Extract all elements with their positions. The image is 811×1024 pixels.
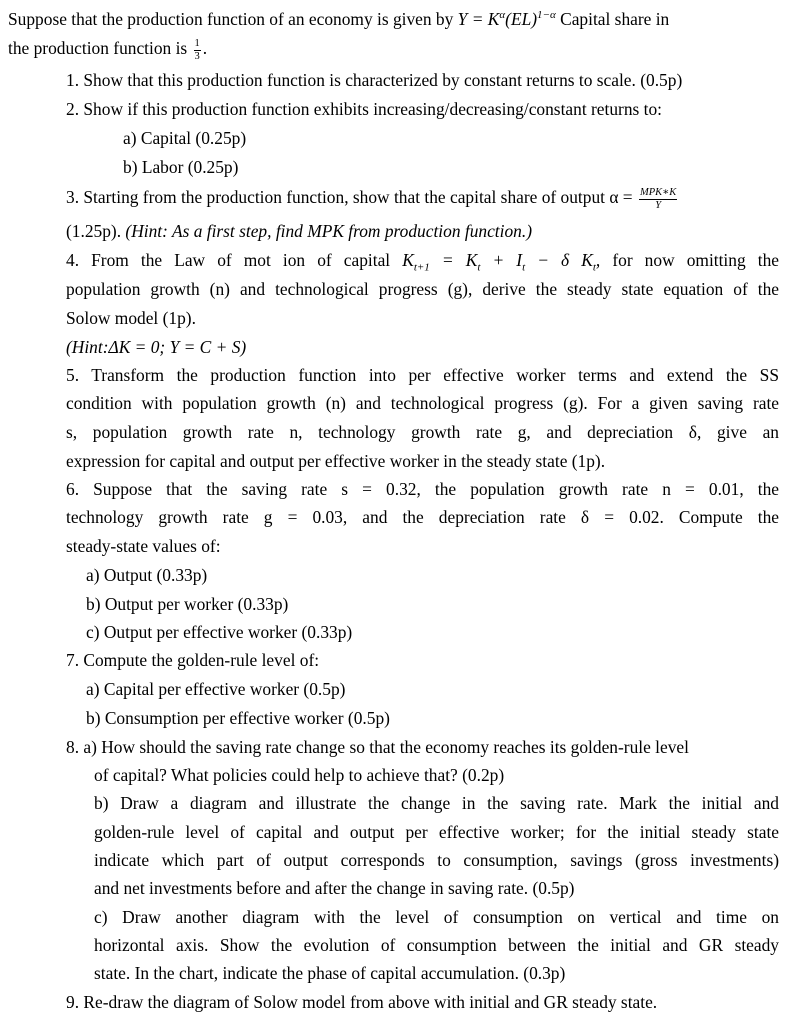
question-6-line-3: steady-state values of: [66, 536, 221, 556]
question-6-line-1: 6. Suppose that the saving rate s = 0.32, the population growth rate n = 0.01, the [66, 479, 779, 499]
intro-text-a: Suppose that the production function of an economy is given by [8, 9, 458, 29]
question-4-line-2: population growth (n) and technological progress (g), derive the steady state equation of the [66, 279, 779, 299]
question-8b-line-1: b) Draw a diagram and illustrate the change in the saving rate. Mark the initial and [94, 793, 779, 813]
question-7a: a) Capital per effective worker (0.5p) [86, 679, 346, 699]
capital-share-numerator: 1 [194, 37, 200, 49]
question-4-line-3: Solow model (1p). [66, 308, 196, 328]
question-8a-line-1: 8. a) How should the saving rate change so that the economy reaches its golden-rule level [66, 737, 689, 757]
mpk-fraction [639, 187, 677, 212]
question-6c: c) Output per effective worker (0.33p) [86, 622, 353, 642]
question-3-hint: (Hint: As a first step, find MPK from production function.) [125, 221, 532, 241]
intro-line-2: the production function is $\frac{1}{3}$ . [8, 37, 208, 62]
question-8c-line-3: state. In the chart, indicate the phase of capital accumulation. (0.3p) [94, 963, 566, 983]
question-5-line-2: condition with population growth (n) and technological progress (g). For a given saving rate [66, 393, 779, 413]
question-5-line-4: expression for capital and output per effective worker in the steady state (1p). [66, 451, 606, 471]
question-4-hint: (Hint:ΔK = 0; Y = C + S) [66, 337, 247, 357]
question-6b: b) Output per worker (0.33p) [86, 594, 289, 614]
question-2: 2. Show if this production function exhibits increasing/decreasing/constant returns to: [66, 99, 662, 119]
intro-text-b: Capital share in [560, 9, 670, 29]
mpk-fraction-numerator: MPK∗K [639, 186, 677, 198]
question-8a-line-2: of capital? What policies could help to achieve that? (0.2p) [94, 765, 505, 785]
law-of-motion-formula: $K_{t+1} = K_t + I_t - \delta$ $K_t$, [402, 250, 601, 274]
question-8b-line-3: indicate which part of output corresponds to consumption, savings (gross investments) [94, 850, 779, 870]
question-5-line-3: s, population growth rate n, technology growth rate g, and depreciation δ, give an [66, 422, 779, 442]
question-9: 9. Re-draw the diagram of Solow model from above with initial and GR steady state. [66, 992, 658, 1012]
capital-share-fraction [194, 38, 201, 63]
question-4-line-1 [66, 249, 779, 274]
question-8b-line-4: and net investments before and after the change in saving rate. (0.5p) [94, 878, 575, 898]
question-4-text-b: for now omitting the [612, 250, 779, 270]
question-3-line-1 [66, 186, 679, 212]
question-7: 7. Compute the golden-rule level of: [66, 650, 320, 670]
question-1: 1. Show that this production function is characterized by constant returns to scale. (0.5p) [66, 70, 683, 90]
question-8c-line-1: c) Draw another diagram with the level of consumption on vertical and time on [94, 907, 779, 927]
question-8b-line-2: golden-rule level of capital and output per effective worker; for the initial steady state [94, 822, 779, 842]
question-3-points: (1.25p). [66, 221, 122, 241]
capital-share-denominator: 3 [194, 50, 200, 62]
question-4-text-a: 4. From the Law of mot ion of capital [66, 250, 391, 270]
intro-text-c: the production function is [8, 38, 192, 58]
production-function-formula: $Y = K^\alpha(EL)^{1-\alpha}$ [457, 9, 556, 29]
question-6a: a) Output (0.33p) [86, 565, 208, 585]
question-7b: b) Consumption per effective worker (0.5p) [86, 708, 390, 728]
mpk-fraction-denominator: Y [655, 199, 662, 211]
question-2b: b) Labor (0.25p) [123, 157, 239, 177]
question-5-line-1: 5. Transform the production function into per effective worker terms and extend the SS [66, 365, 779, 385]
question-2a: a) Capital (0.25p) [123, 128, 247, 148]
intro-line-1 [8, 8, 669, 30]
question-3-line-2 [66, 220, 532, 242]
question-3-text: 3. Starting from the production function, show that the capital share of output α = [66, 187, 633, 207]
question-8c-line-2: horizontal axis. Show the evolution of consumption between the initial and GR steady [94, 935, 779, 955]
question-6-line-2: technology growth rate g = 0.03, and the depreciation rate δ = 0.02. Compute the [66, 507, 779, 527]
